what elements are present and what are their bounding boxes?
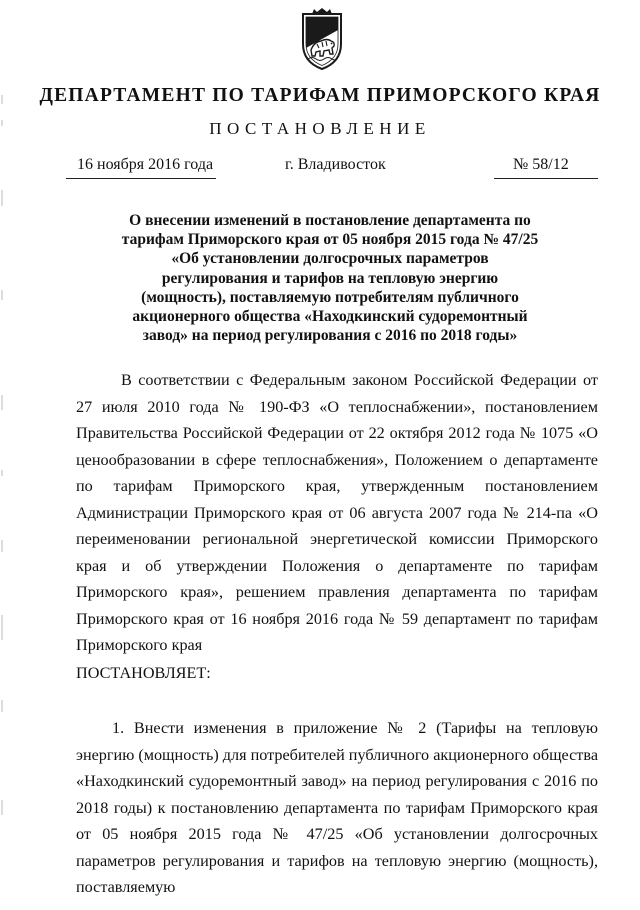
date-underline: [66, 178, 216, 179]
department-title: ДЕПАРТАМЕНТ ПО ТАРИФАМ ПРИМОРСКОГО КРАЯ: [39, 85, 601, 106]
preamble-paragraph: В соответствии с Федеральным законом Российской Федерации от 27 июля 2010 года № 190-ФЗ «О теплоснабжении», постановлением Правительства Российской Федерации от 22 октября 2012 года № 1075 «О ценообразовании в сфере теплоснабжения», Положением о департаменте по тарифам Приморского края, утвержденным постановлением Администрации Приморского края от 06 августа 2007 года № 214-па «О переименовании региональной энергетической комиссии Приморского края и об утверждении Положения о департаменте по тарифам Приморского края», решением правления департамента по тарифам Приморского края от 16 ноября 2016 года № 59 департамент по тарифам Приморского края: [76, 371, 598, 654]
document-city: г. Владивосток: [285, 156, 386, 173]
clause-1-paragraph: 1. Внести изменения в приложение № 2 (Тарифы на тепловую энергию (мощность) для потребителей публичного акционерного общества «Находкинский судоремонтный завод» на период регулирования с 2016 по 2018 годы) к постановлению департамента по тарифам Приморского края от 05 ноября 2015 года № 47/25 «Об установлении долгосрочных параметров регулирования и тарифов на тепловую энергию (мощность), поставляемую: [76, 719, 598, 896]
number-underline: [494, 178, 598, 179]
document-type: ПОСТАНОВЛЕНИЕ: [209, 119, 431, 138]
document-subject: О внесении изменений в постановление департамента по тарифам Приморского края от 05 ноября 2015 года № 47/25 «Об установлении долгосрочных параметров регулирования и тарифов на тепловую энергию (мощность), поставляемую потребителям публичного акционерного общества «Находкинский судоремонтный завод» на период регулирования с 2016 по 2018 годы»: [121, 212, 539, 345]
coat-of-arms-icon: [297, 8, 347, 72]
document-date: 16 ноября 2016 года: [77, 156, 214, 173]
document-number: № 58/12: [513, 156, 569, 173]
resolves-heading: ПОСТАНОВЛЯЕТ:: [76, 664, 211, 682]
